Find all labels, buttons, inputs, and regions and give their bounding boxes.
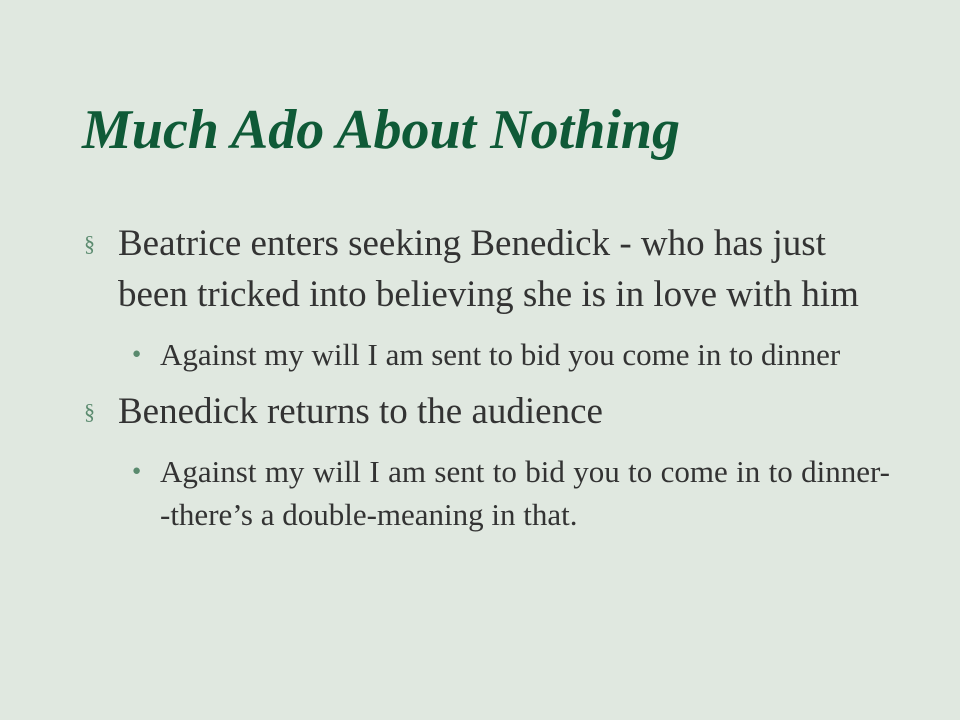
slide-title: Much Ado About Nothing — [82, 99, 681, 161]
dot-bullet-icon: ● — [132, 463, 142, 479]
bullet-text: Benedick returns to the audience — [118, 391, 603, 432]
bullet-list — [0, 218, 960, 536]
square-bullet-icon: § — [84, 399, 95, 424]
sub-bullet-item — [132, 333, 890, 376]
sub-bullet-item — [132, 450, 890, 536]
bullet-item — [84, 386, 888, 437]
sub-bullet-text: Against my will I am sent to bid you come in to dinner — [160, 337, 841, 372]
bullet-item — [84, 218, 888, 320]
dot-bullet-icon: ● — [132, 346, 142, 362]
bullet-text: Beatrice enters seeking Benedick - who has just been tricked into believing she is in love with him — [118, 223, 859, 315]
sub-bullet-text: Against my will I am sent to bid you to come in to dinner--there’s a double-meaning in that. — [160, 454, 890, 532]
square-bullet-icon: § — [84, 231, 95, 256]
